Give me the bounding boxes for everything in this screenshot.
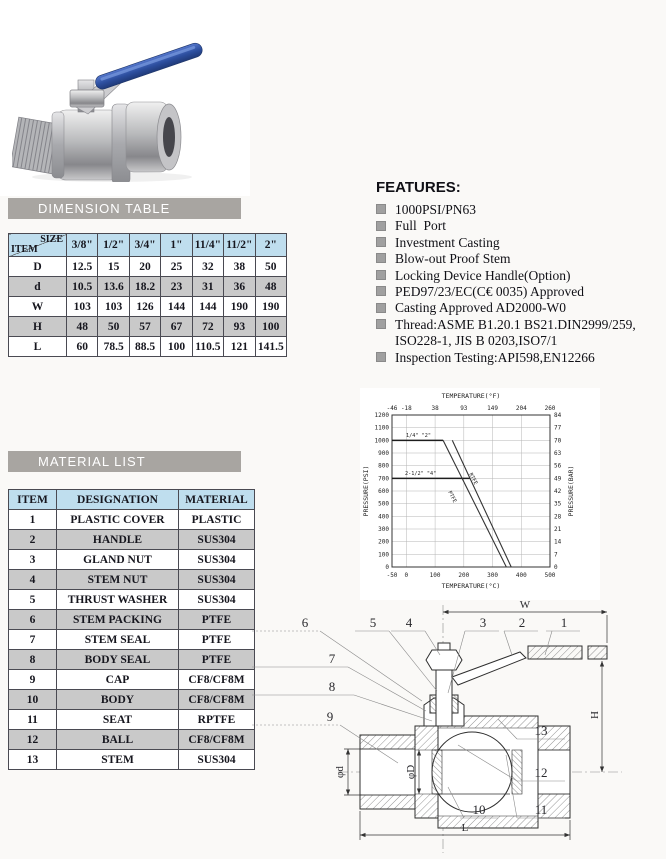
value-cell: 31: [192, 277, 223, 297]
series-label: RTFE: [467, 472, 479, 486]
value-cell: SUS304: [179, 550, 255, 570]
feature-item: [376, 300, 664, 316]
feature-text: Locking Device Handle(Option): [395, 267, 571, 283]
size-column-header: 1": [161, 234, 192, 257]
value-cell: PTFE: [179, 650, 255, 670]
dimension-table-header: [8, 198, 241, 219]
table-row: [9, 317, 287, 337]
value-cell: 103: [67, 297, 98, 317]
corner-cell: [9, 234, 67, 257]
left-axis-title: PRESSURE(PSI): [362, 465, 370, 517]
handle-arm: [452, 652, 526, 685]
callout-7: 7: [328, 651, 336, 666]
right-tick-label: 14: [554, 538, 562, 546]
chart-background: [360, 388, 600, 600]
right-tick-label: 7: [554, 551, 558, 559]
feature-item: [376, 350, 664, 366]
table-row: [9, 234, 287, 257]
corner-item-label: ITEM: [11, 244, 38, 255]
value-cell: 13.6: [98, 277, 129, 297]
item-cell: d: [9, 277, 67, 297]
size-column-header: 11/4": [192, 234, 223, 257]
value-cell: 50: [98, 317, 129, 337]
left-tick-label: 900: [378, 450, 389, 457]
value-cell: PTFE: [179, 610, 255, 630]
item-cell: W: [9, 297, 67, 317]
left-tick-label: 1000: [374, 437, 389, 445]
left-tick-label: 1200: [374, 412, 389, 419]
value-cell: CF8/CF8M: [179, 670, 255, 690]
technical-drawing: [240, 595, 666, 859]
size-column-header: 2": [255, 234, 286, 257]
table-row: [9, 550, 255, 570]
value-cell: 20: [129, 257, 160, 277]
value-cell: 48: [67, 317, 98, 337]
callout-8: 8: [328, 679, 336, 694]
value-cell: BODY: [57, 690, 179, 710]
feature-item: [376, 218, 664, 234]
value-cell: SUS304: [179, 570, 255, 590]
value-cell: BODY SEAL: [57, 650, 179, 670]
left-tick-label: 600: [378, 488, 389, 495]
value-cell: 72: [192, 317, 223, 337]
right-tick-label: 42: [554, 488, 562, 495]
table-row: [9, 590, 255, 610]
value-cell: 1: [9, 510, 57, 530]
value-cell: 88.5: [129, 337, 160, 357]
left-tick-label: 300: [378, 526, 389, 533]
callout-3: 3: [479, 615, 487, 630]
feature-text: ISO228-1, JIS B 0203,ISO7/1: [395, 333, 558, 349]
bottom-tick-label: 400: [515, 572, 527, 579]
value-cell: 12.5: [67, 257, 98, 277]
value-cell: 13: [9, 750, 57, 770]
value-cell: STEM PACKING: [57, 610, 179, 630]
dim-l-label: L: [461, 822, 469, 834]
feature-text: Blow-out Proof Stem: [395, 251, 511, 267]
value-cell: 93: [224, 317, 255, 337]
series-label: 2-1/2" "4": [405, 471, 437, 477]
feature-item: [376, 317, 664, 333]
material-list-title: MATERIAL LIST: [38, 454, 146, 469]
value-cell: 78.5: [98, 337, 129, 357]
right-tick-label: 28: [554, 513, 562, 521]
value-cell: GLAND NUT: [57, 550, 179, 570]
bottom-tick-label: 0: [404, 572, 409, 579]
feature-bullet-icon: [376, 319, 386, 329]
table-row: [9, 730, 255, 750]
right-tick-label: 21: [554, 526, 562, 533]
lever-handle: [94, 41, 204, 91]
feature-bullet-icon: [376, 286, 386, 296]
left-tick-label: 500: [378, 500, 389, 508]
value-cell: 144: [192, 297, 223, 317]
left-tick-label: 700: [378, 475, 389, 483]
dim-h-label: H: [589, 711, 601, 719]
value-cell: SUS304: [179, 590, 255, 610]
table-row: [9, 257, 287, 277]
left-tick-label: 100: [378, 551, 389, 559]
body-ring: [52, 112, 64, 178]
value-cell: SEAT: [57, 710, 179, 730]
column-header: MATERIAL: [179, 490, 255, 510]
feature-item: [376, 268, 664, 284]
top-tick-label: 204: [515, 405, 527, 412]
feature-bullet-icon: [376, 270, 386, 280]
right-tick-label: 56: [554, 462, 562, 470]
value-cell: 18.2: [129, 277, 160, 297]
table-row: [9, 650, 255, 670]
value-cell: 9: [9, 670, 57, 690]
top-tick-label: 149: [487, 405, 498, 412]
feature-text: Casting Approved AD2000-W0: [395, 300, 566, 316]
value-cell: HANDLE: [57, 530, 179, 550]
top-tick-label: 38: [431, 405, 439, 412]
value-cell: RPTFE: [179, 710, 255, 730]
left-tick-label: 400: [378, 513, 389, 521]
right-tick-label: 77: [554, 424, 562, 432]
handle-grip: [528, 646, 582, 659]
value-cell: 144: [161, 297, 192, 317]
feature-text: Inspection Testing:API598,EN12266: [395, 349, 595, 365]
value-cell: STEM SEAL: [57, 630, 179, 650]
value-cell: 57: [129, 317, 160, 337]
value-cell: 190: [255, 297, 286, 317]
right-tick-label: 35: [554, 500, 562, 508]
callout-4: 4: [405, 615, 413, 630]
value-cell: 32: [192, 257, 223, 277]
features-section: [376, 179, 664, 366]
value-cell: 100: [255, 317, 286, 337]
feature-bullet-icon: [376, 204, 386, 214]
dim-phi-d-label: φd: [334, 766, 346, 778]
value-cell: BALL: [57, 730, 179, 750]
feature-item: [376, 333, 664, 349]
feature-text: PED97/23/EC(C€ 0035) Approved: [395, 284, 584, 300]
table-row: [9, 750, 255, 770]
size-column-header: 1/2": [98, 234, 129, 257]
callout-9: 9: [326, 709, 334, 724]
right-axis-title: PRESSURE(BAR): [567, 465, 575, 517]
feature-bullet-icon: [376, 221, 386, 231]
top-tick-label: 93: [460, 405, 468, 412]
material-list-header: [8, 451, 241, 472]
table-row: [9, 690, 255, 710]
value-cell: PLASTIC COVER: [57, 510, 179, 530]
callout-12: 12: [534, 765, 548, 780]
table-row: [9, 530, 255, 550]
series-label: PTFE: [446, 490, 458, 504]
feature-text: Full Port: [395, 218, 447, 234]
value-cell: 10.5: [67, 277, 98, 297]
value-cell: 36: [224, 277, 255, 297]
size-column-header: 3/4": [129, 234, 160, 257]
callout-10: 10: [472, 802, 486, 817]
top-tick-label: 260: [544, 405, 556, 412]
features-title: FEATURES:: [376, 179, 461, 196]
value-cell: 126: [129, 297, 160, 317]
left-tick-label: 200: [378, 538, 389, 546]
value-cell: 190: [224, 297, 255, 317]
size-column-header: 11/2": [224, 234, 255, 257]
bottom-axis-title: TEMPERATURE(°C): [441, 582, 501, 590]
dim-phi-D-label: φD: [405, 764, 417, 780]
feature-text: 1000PSI/PN63: [395, 202, 477, 217]
gland-nut: [70, 90, 104, 107]
table-row: [9, 670, 255, 690]
table-row: [9, 610, 255, 630]
top-tick-label: -18: [400, 405, 412, 412]
item-cell: D: [9, 257, 67, 277]
right-tick-label: 0: [554, 564, 558, 571]
bore-hole: [163, 117, 175, 157]
feature-bullet-icon: [376, 303, 386, 313]
feature-text: Investment Casting: [395, 234, 500, 250]
callout-6: 6: [301, 615, 309, 630]
table-row: [9, 710, 255, 730]
item-cell: H: [9, 317, 67, 337]
feature-item: [376, 202, 664, 218]
stem-assembly: [424, 643, 607, 726]
value-cell: STEM NUT: [57, 570, 179, 590]
bottom-tick-label: 300: [487, 572, 498, 579]
value-cell: 6: [9, 610, 57, 630]
dim-w-label: W: [519, 599, 531, 611]
table-row: [9, 297, 287, 317]
feature-text: Thread:ASME B1.20.1 BS21.DIN2999/259,: [395, 316, 636, 332]
table-row: [9, 490, 255, 510]
value-cell: 5: [9, 590, 57, 610]
value-cell: 8: [9, 650, 57, 670]
callout-1: 1: [560, 615, 568, 630]
value-cell: SUS304: [179, 530, 255, 550]
valve-body-left: [56, 110, 120, 180]
size-column-header: 3/8": [67, 234, 98, 257]
right-tick-label: 63: [554, 450, 562, 457]
dimension-table-title: DIMENSION TABLE: [38, 201, 171, 216]
value-cell: CF8/CF8M: [179, 690, 255, 710]
bottom-tick-label: 100: [429, 572, 441, 579]
table-row: [9, 510, 255, 530]
column-header: ITEM: [9, 490, 57, 510]
value-cell: CAP: [57, 670, 179, 690]
dimension-table: [8, 233, 287, 357]
corner-size-label: SIZE: [40, 234, 63, 245]
value-cell: CF8/CF8M: [179, 730, 255, 750]
right-tick-label: 84: [554, 412, 562, 419]
value-cell: 141.5: [255, 337, 286, 357]
bottom-tick-label: 200: [458, 572, 470, 579]
value-cell: THRUST WASHER: [57, 590, 179, 610]
value-cell: 23: [161, 277, 192, 297]
value-cell: 100: [161, 337, 192, 357]
table-row: [9, 570, 255, 590]
value-cell: 38: [224, 257, 255, 277]
value-cell: 50: [255, 257, 286, 277]
value-cell: 60: [67, 337, 98, 357]
left-tick-label: 0: [385, 564, 389, 571]
bottom-tick-label: -50: [386, 572, 398, 579]
value-cell: SUS304: [179, 750, 255, 770]
value-cell: 103: [98, 297, 129, 317]
feature-bullet-icon: [376, 253, 386, 263]
value-cell: 48: [255, 277, 286, 297]
right-tick-label: 70: [554, 437, 562, 445]
callout-2: 2: [518, 615, 526, 630]
callout-13: 13: [534, 723, 548, 738]
top-axis-title: TEMPERATURE(°F): [441, 392, 501, 400]
material-list-table: [8, 489, 255, 770]
item-cell: L: [9, 337, 67, 357]
value-cell: 10: [9, 690, 57, 710]
value-cell: PLASTIC: [179, 510, 255, 530]
value-cell: PTFE: [179, 630, 255, 650]
feature-bullet-icon: [376, 237, 386, 247]
top-tick-label: -46: [386, 405, 398, 412]
value-cell: 110.5: [192, 337, 223, 357]
value-cell: 15: [98, 257, 129, 277]
table-row: [9, 630, 255, 650]
value-cell: STEM: [57, 750, 179, 770]
value-cell: 4: [9, 570, 57, 590]
stem-nut: [426, 650, 462, 670]
value-cell: 11: [9, 710, 57, 730]
bottom-tick-label: 500: [544, 572, 556, 579]
valve-photo: [12, 14, 222, 182]
callout-11: 11: [534, 802, 548, 817]
right-tick-label: 49: [554, 475, 562, 483]
left-tick-label: 1100: [374, 424, 389, 432]
value-cell: 67: [161, 317, 192, 337]
feature-item: [376, 284, 664, 300]
feature-item: [376, 251, 664, 267]
feature-item: [376, 235, 664, 251]
table-row: [9, 337, 287, 357]
callout-5: 5: [369, 615, 377, 630]
value-cell: 3: [9, 550, 57, 570]
features-list: [376, 202, 664, 366]
left-tick-label: 800: [378, 462, 389, 470]
pressure-temperature-chart: [360, 388, 660, 600]
value-cell: 12: [9, 730, 57, 750]
value-cell: 7: [9, 630, 57, 650]
column-header: DESIGNATION: [57, 490, 179, 510]
feature-bullet-icon: [376, 352, 386, 362]
ball: [432, 732, 512, 812]
value-cell: 2: [9, 530, 57, 550]
value-cell: 121: [224, 337, 255, 357]
value-cell: 25: [161, 257, 192, 277]
table-row: [9, 277, 287, 297]
series-label: 1/4" "2": [406, 433, 431, 439]
